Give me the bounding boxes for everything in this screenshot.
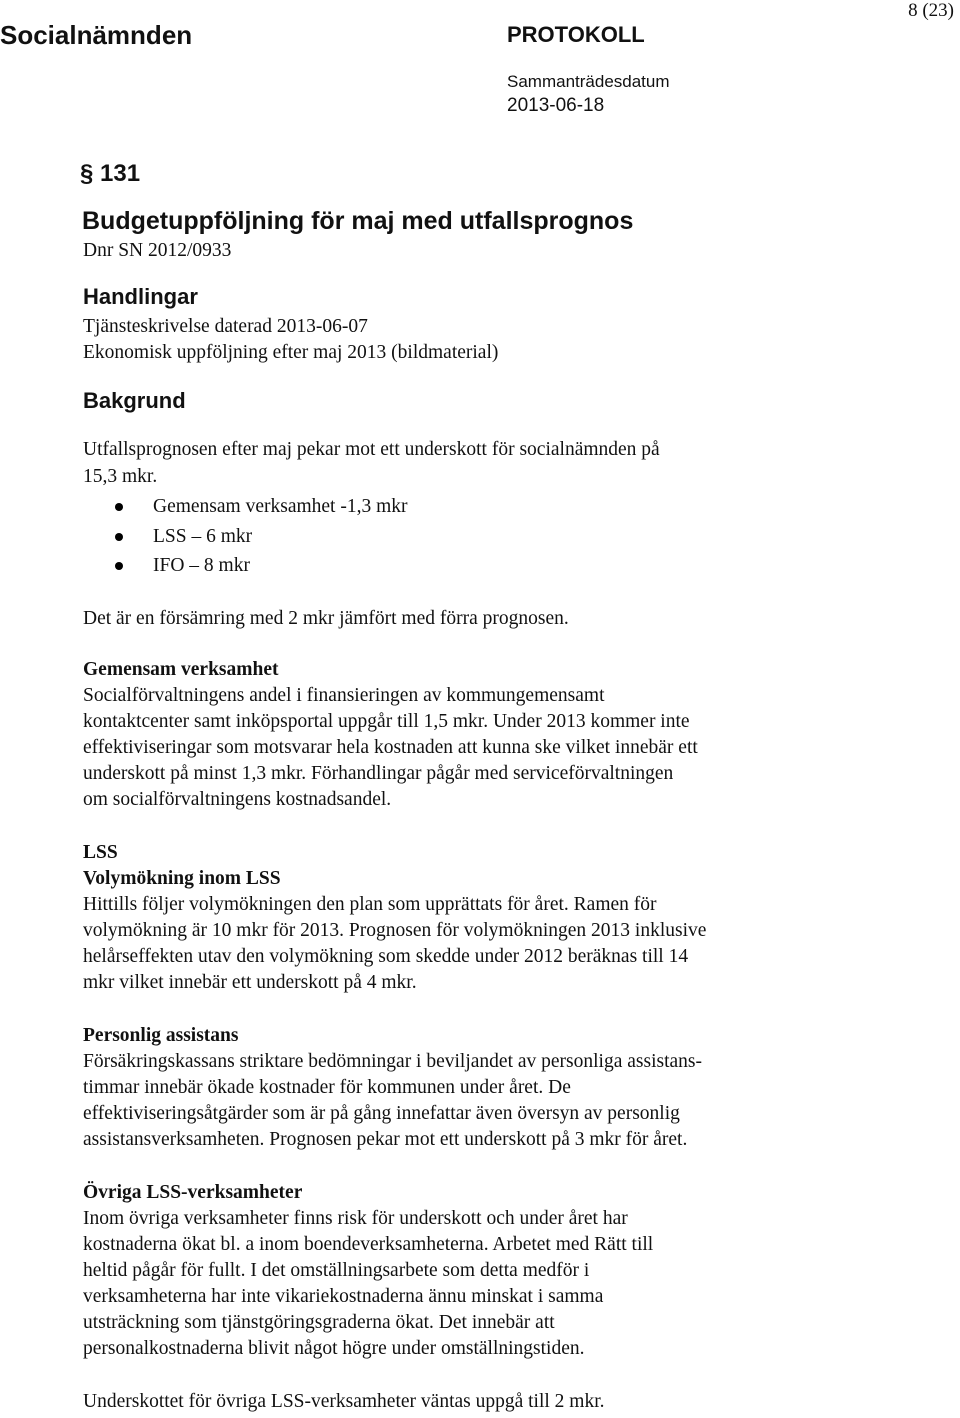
lss-line: volymökning är 10 mkr för 2013. Prognosen för volymökningen 2013 inklusive — [83, 920, 707, 941]
bullet-icon — [115, 533, 123, 541]
section-symbol: § — [80, 160, 94, 187]
bakgrund-intro-line: Utfallsprognosen efter maj pekar mot ett underskott för socialnämnden på — [83, 439, 660, 460]
gemensam-line: Socialförvaltningens andel i finansieringen av kommungemensamt — [83, 685, 605, 706]
page-number: 8 (23) — [908, 0, 954, 21]
section-number: 131 — [100, 160, 141, 187]
page-title: Budgetuppföljning för maj med utfallsprognos — [82, 207, 634, 235]
organization-name: Socialnämnden — [0, 20, 193, 50]
bullet-icon — [115, 562, 123, 570]
gemensam-line: kontaktcenter samt inköpsportal uppgår till 1,5 mkr. Under 2013 kommer inte — [83, 711, 690, 732]
bakgrund-summary: Det är en försämring med 2 mkr jämfört med förra prognosen. — [83, 608, 569, 629]
ovriga-line: utsträckning som tjänstgöringsgraderna ökat. Det innebär att — [83, 1312, 555, 1333]
lss-line: mkr vilket innebär ett underskott på 4 mkr. — [83, 972, 417, 993]
section-heading — [80, 160, 140, 188]
bakgrund-heading: Bakgrund — [83, 388, 186, 413]
list-item-text: IFO – 8 mkr — [153, 555, 250, 576]
list-item-text: LSS – 6 mkr — [153, 525, 253, 547]
lss-subheading: Volymökning inom LSS — [83, 868, 281, 889]
bakgrund-bullet-list — [115, 492, 408, 581]
personlig-line: assistansverksamheten. Prognosen pekar mot ett underskott på 3 mkr för året. — [83, 1129, 688, 1150]
list-item — [115, 551, 408, 581]
diary-number: Dnr SN 2012/0933 — [83, 240, 232, 261]
gemensam-line: underskott på minst 1,3 mkr. Förhandlingar pågår med serviceförvaltningen — [83, 763, 674, 784]
meeting-date: 2013-06-18 — [507, 95, 605, 116]
handlingar-heading: Handlingar — [83, 284, 198, 309]
handlingar-item: Ekonomisk uppföljning efter maj 2013 (bildmaterial) — [83, 342, 499, 363]
list-item — [115, 522, 408, 552]
handlingar-item: Tjänsteskrivelse daterad 2013-06-07 — [83, 316, 368, 337]
document-type: PROTOKOLL — [507, 22, 645, 47]
gemensam-heading: Gemensam verksamhet — [83, 659, 279, 680]
ovriga-line: Inom övriga verksamheter finns risk för underskott och under året har — [83, 1208, 628, 1229]
ovriga-line: heltid pågår för fullt. I det omställningsarbete som detta medför i — [83, 1260, 590, 1281]
ovriga-conclusion: Underskottet för övriga LSS-verksamheter väntas uppgå till 2 mkr. — [83, 1391, 605, 1412]
personlig-heading: Personlig assistans — [83, 1025, 239, 1046]
list-item — [115, 492, 408, 522]
bullet-icon — [115, 503, 123, 511]
ovriga-line: verksamheterna har inte vikariekostnaderna ännu minskat i samma — [83, 1286, 604, 1307]
gemensam-line: om socialförvaltningens kostnadsandel. — [83, 789, 392, 810]
lss-line: helårseffekten utav den volymökning som skedde under 2012 beräknas till 14 — [83, 946, 689, 967]
lss-line: Hittills följer volymökningen den plan som upprättats för året. Ramen för — [83, 894, 657, 915]
gemensam-line: effektiviseringar som motsvarar hela kostnaden att kunna ske vilket innebär ett — [83, 737, 698, 758]
lss-heading: LSS — [83, 842, 118, 863]
personlig-line: effektiviseringsåtgärder som är på gång innefattar även översyn av personlig — [83, 1103, 680, 1124]
personlig-line: timmar innebär ökade kostnader för kommunen under året. De — [83, 1077, 571, 1098]
meeting-date-label: Sammanträdesdatum — [507, 72, 670, 91]
list-item-text: Gemensam verksamhet -1,3 mkr — [153, 496, 408, 517]
ovriga-line: kostnaderna ökat bl. a inom boendeverksamheterna. Arbetet med Rätt till — [83, 1234, 654, 1255]
bakgrund-intro-line: 15,3 mkr. — [83, 466, 158, 487]
ovriga-heading: Övriga LSS-verksamheter — [83, 1182, 303, 1203]
ovriga-line: personalkostnaderna blivit något högre under omställningstiden. — [83, 1338, 585, 1359]
personlig-line: Försäkringskassans striktare bedömningar i beviljandet av personliga assistans- — [83, 1051, 702, 1072]
